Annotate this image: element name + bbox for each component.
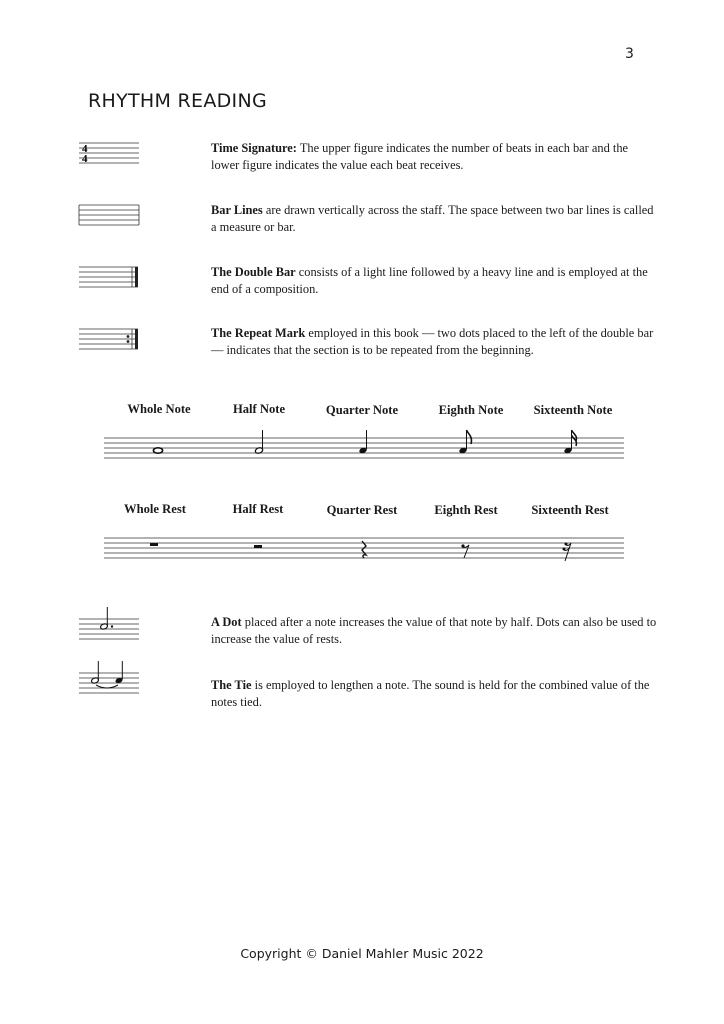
definition-term: The Repeat Mark <box>211 326 306 340</box>
time-signature-staff-icon <box>76 140 142 166</box>
definition-text: are drawn vertically across the staff. The space between two bar lines is called a measure or bar. <box>211 203 654 234</box>
eighth-note-label: Eighth Note <box>438 403 504 417</box>
half-rest-icon <box>254 545 262 548</box>
quarter-note-icon <box>359 430 368 454</box>
definition-text: The upper figure indicates the number of beats in each bar and the lower figure indicates the value each beat receives. <box>211 141 629 172</box>
repeat-mark-staff-icon <box>76 326 142 352</box>
definition-term: Bar Lines <box>211 203 263 217</box>
definition-dot <box>211 614 659 648</box>
half-note-label: Half Note <box>232 402 286 416</box>
definition-text: is employed to lengthen a note. The sound is held for the combined value of the notes tied. <box>211 678 650 709</box>
quarter-note-label: Quarter Note <box>325 403 399 417</box>
definition-double-bar <box>211 264 659 298</box>
page-heading: RHYTHM READING <box>88 90 267 112</box>
whole-note-icon <box>153 448 162 453</box>
notes-staff <box>104 425 624 475</box>
definition-tie <box>211 677 659 711</box>
sixteenth-note-label: Sixteenth Note <box>533 403 613 417</box>
definition-time-signature <box>211 140 659 174</box>
eighth-rest-icon <box>461 544 469 558</box>
copyright-footer: Copyright © Daniel Mahler Music 2022 <box>240 946 484 961</box>
time-signature-upper: 4 <box>82 143 88 155</box>
whole-note-label: Whole Note <box>127 402 191 416</box>
definition-repeat-mark <box>211 325 659 359</box>
bar-lines-staff-icon <box>76 202 142 228</box>
quarter-rest-icon <box>362 541 366 558</box>
definition-term: The Tie <box>211 678 252 692</box>
rests-staff <box>104 528 624 570</box>
double-bar-staff-icon <box>76 264 142 290</box>
quarter-rest-label: Quarter Rest <box>326 503 398 517</box>
definition-text: placed after a note increases the value of that note by half. Dots can also be used to increase the value of rests. <box>211 615 657 646</box>
definition-term: Time Signature: <box>211 141 297 155</box>
whole-rest-icon <box>150 543 158 546</box>
definition-text: employed in this book — two dots placed to the left of the double bar — indicates that the section is to be repeated from the beginning. <box>211 326 654 357</box>
time-signature-lower: 4 <box>82 153 88 165</box>
whole-rest-label: Whole Rest <box>124 502 186 516</box>
definition-term: The Double Bar <box>211 265 296 279</box>
sixteenth-note-icon <box>564 430 577 454</box>
eighth-rest-label: Eighth Rest <box>434 503 498 517</box>
definition-text: consists of a light line followed by a heavy line and is employed at the end of a composition. <box>211 265 648 296</box>
page-number: 3 <box>625 46 634 62</box>
half-rest-label: Half Rest <box>232 502 284 516</box>
definition-bar-lines <box>211 202 659 236</box>
tied-notes-staff-icon <box>76 660 142 696</box>
sixteenth-rest-label: Sixteenth Rest <box>531 503 609 517</box>
dotted-note-staff-icon <box>76 606 142 642</box>
half-note-icon <box>255 430 264 454</box>
definition-term: A Dot <box>211 615 242 629</box>
eighth-note-icon <box>459 430 472 454</box>
